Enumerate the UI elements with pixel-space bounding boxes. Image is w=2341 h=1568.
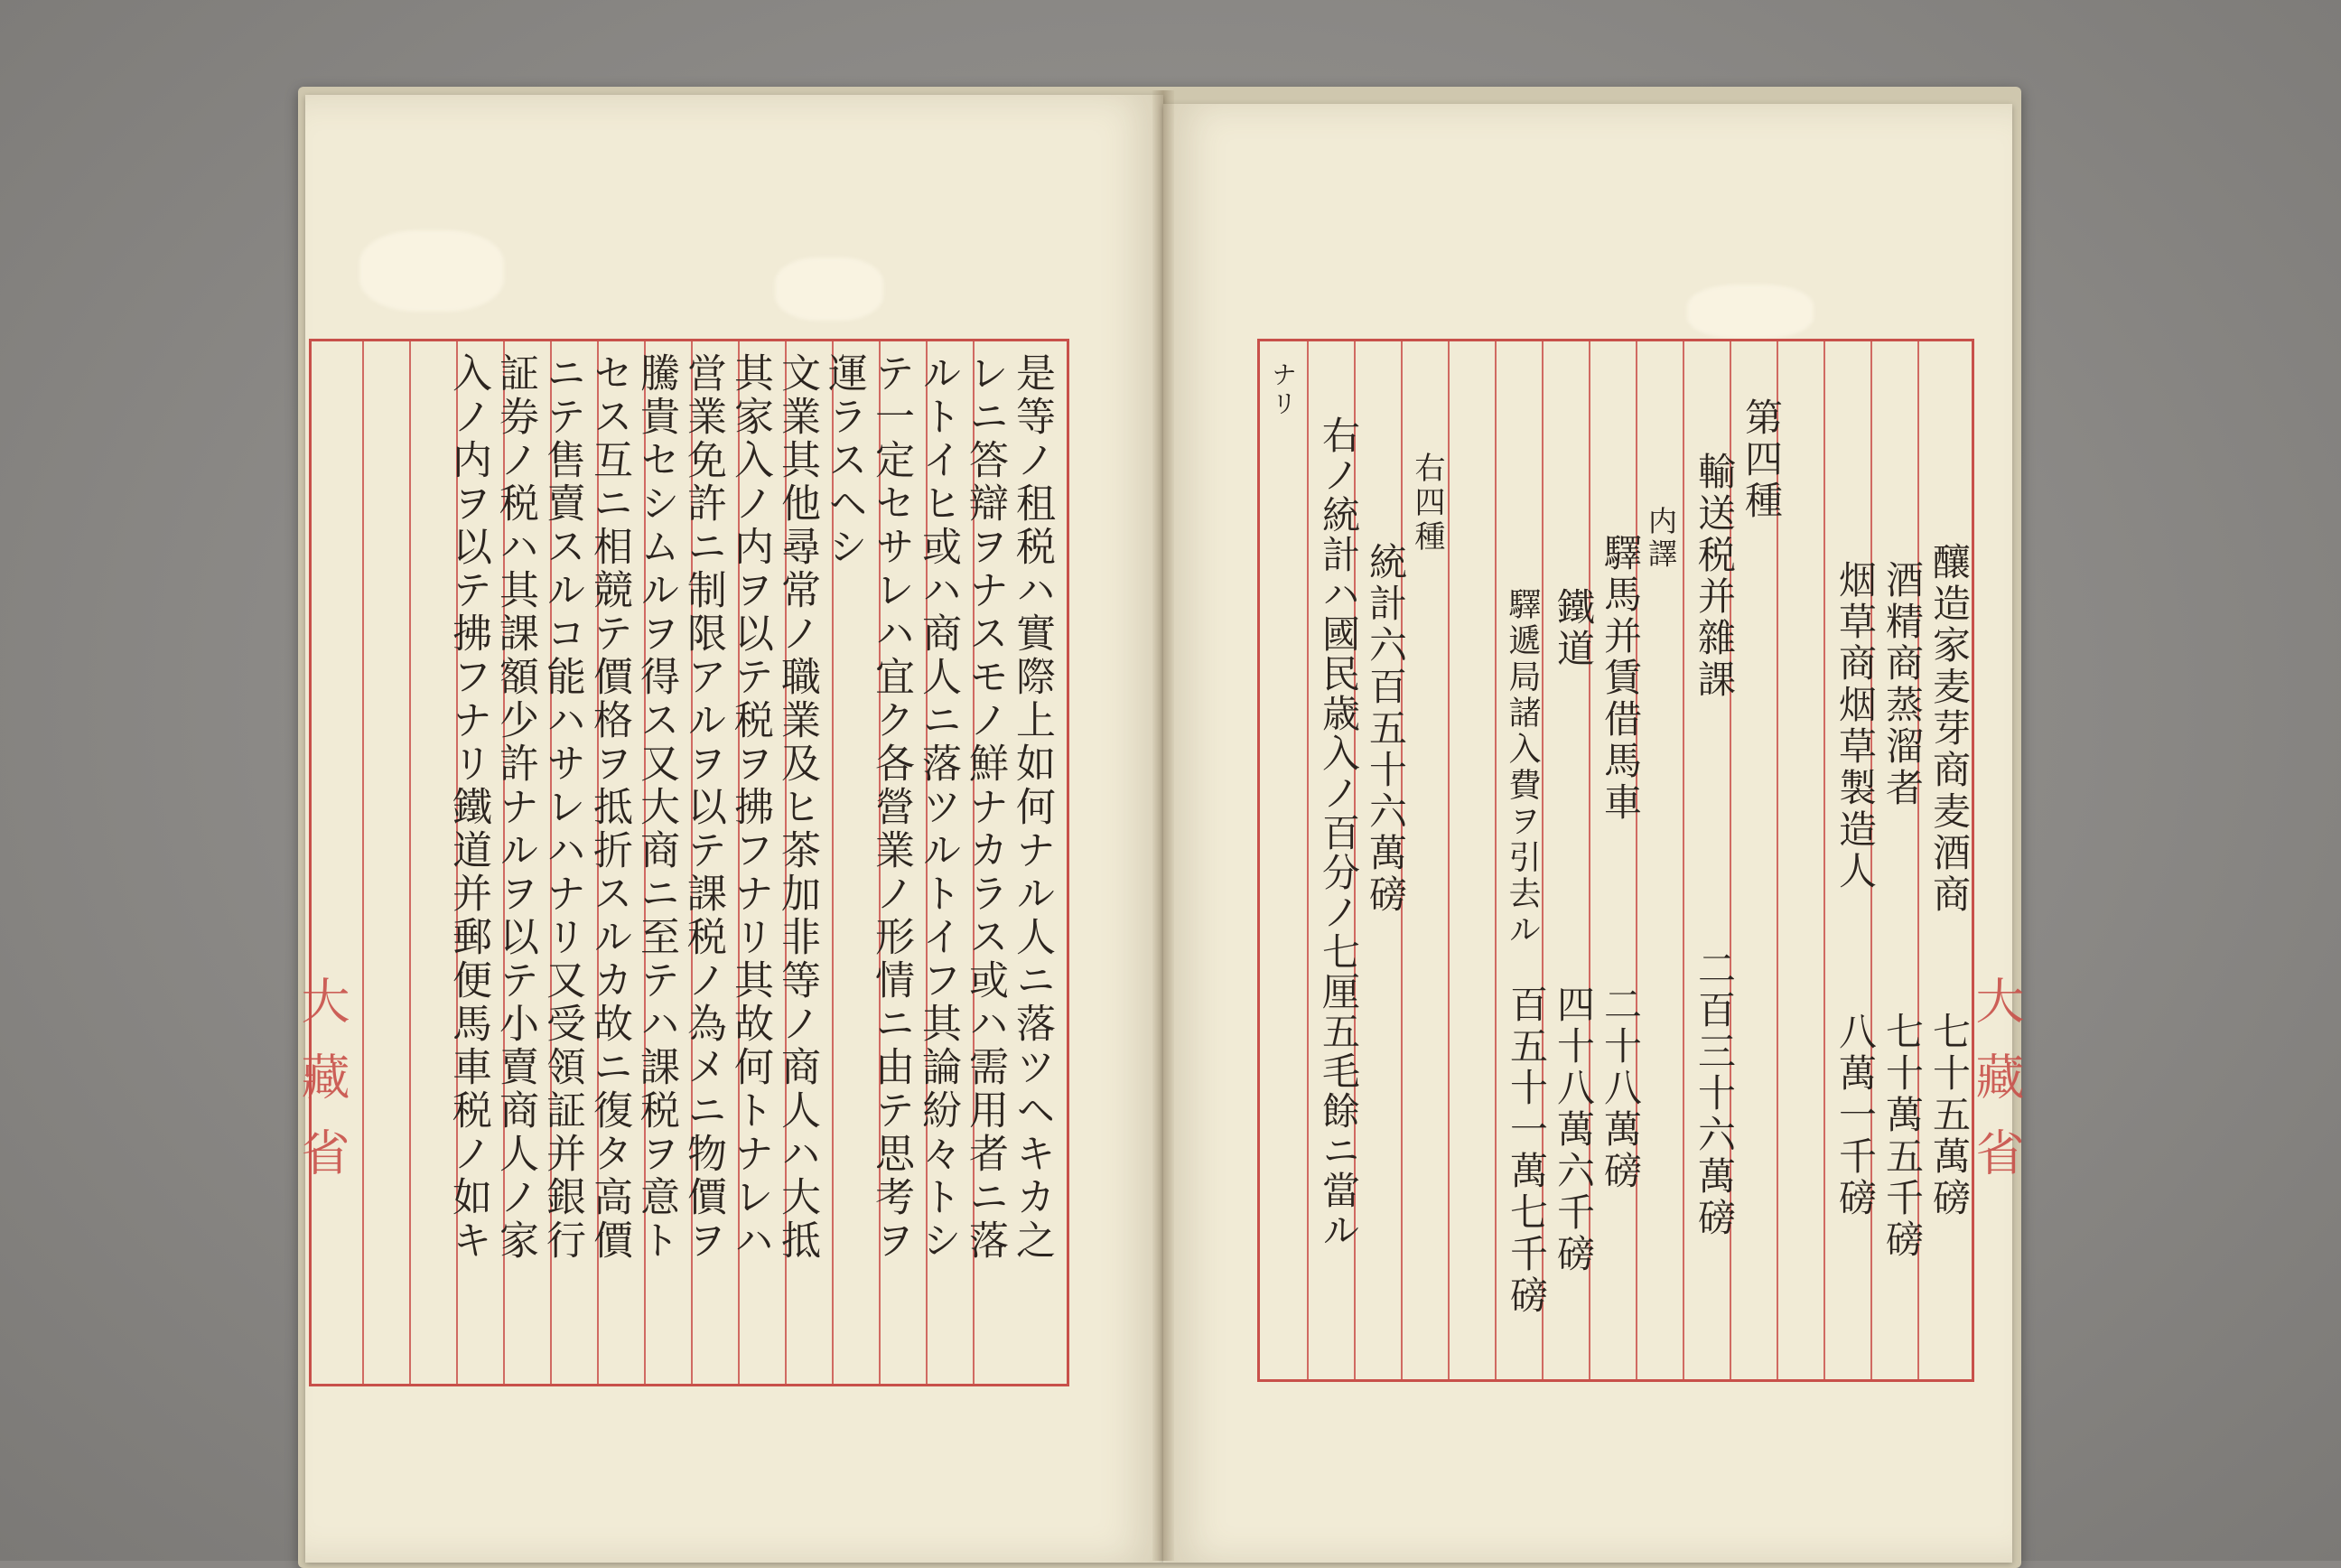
section-heading: 第四種: [1739, 397, 1784, 522]
entry-text: 驛遞局諸入費ヲ引去ル: [1504, 587, 1541, 948]
entry-amount: 百五十一萬七千磅: [1505, 985, 1549, 1317]
column-rule: [1636, 341, 1637, 1379]
left-margin-title: 大藏省: [294, 975, 350, 1203]
entry-text: 驛馬并賃借馬車: [1599, 533, 1643, 824]
entry-text: 烟草商烟草製造人: [1833, 560, 1878, 892]
entry-text: 輸送税并雜課: [1693, 452, 1737, 701]
text-column: 入ノ内ヲ以テ拂フナリ鐵道并郵便馬車税ノ如キ: [445, 352, 491, 1263]
entry-amount: 四十八萬六千磅: [1552, 985, 1596, 1275]
text-column: 運ラスヘシ: [821, 352, 867, 569]
text-column: テ一定セサレハ宜ク各營業ノ形情ニ由テ思考ヲ: [868, 352, 914, 1263]
entry-amount: 七十五萬磅: [1927, 1012, 1972, 1219]
entry-amount: 八萬一千磅: [1833, 1012, 1878, 1219]
entry-text: 釀造家麦芽商麦酒商: [1927, 542, 1972, 916]
entry-text: ナリ: [1268, 361, 1298, 419]
entry-text: 右ノ統計ハ國民歳入ノ百分ノ七厘五毛餘ニ當ル: [1317, 415, 1361, 1250]
entry-amount: 二十八萬磅: [1599, 985, 1643, 1192]
entry-text: 酒精商蒸溜者: [1880, 560, 1925, 809]
text-column: レニ答辯ヲナスモノ鮮ナカラス或ハ需用者ニ落: [962, 352, 1008, 1263]
text-column: ニテ售賣スルコ能ハサレハナリ又受領証并銀行: [539, 352, 585, 1263]
paper-wear: [775, 257, 883, 321]
text-column: 証券ノ税ハ其課額少許ナルヲ以テ小賣商人ノ家: [492, 352, 538, 1263]
text-column: 是等ノ租税ハ實際上如何ナル人ニ落ツヘキカ之: [1009, 352, 1055, 1263]
text-column: 其家入ノ内ヲ以テ税ヲ拂フナリ其故何トナレハ: [727, 352, 773, 1263]
text-column: 文業其他尋常ノ職業及ヒ茶加非等ノ商人ハ大抵: [774, 352, 820, 1263]
paper-wear: [1687, 285, 1814, 339]
entry-text: 内譯: [1644, 506, 1678, 571]
right-margin-title: 大藏省: [1968, 975, 2025, 1203]
text-column: ルトイヒ或ハ商人ニ落ツルトイフ其論紛々トシ: [915, 352, 961, 1263]
column-rule: [362, 341, 364, 1384]
entry-amount: 七十萬五千磅: [1880, 1012, 1925, 1261]
column-rule: [1683, 341, 1684, 1379]
text-column: 騰貴セシムルヲ得ス又大商ニ至テハ課税ヲ意ト: [633, 352, 679, 1263]
book-gutter: [1152, 90, 1174, 1561]
entry-amount: 二百三十六萬磅: [1693, 948, 1737, 1239]
entry-text: 鐵道: [1552, 587, 1596, 670]
column-rule: [409, 341, 411, 1384]
column-rule: [1495, 341, 1497, 1379]
paper-wear: [359, 230, 504, 312]
column-rule: [1307, 341, 1309, 1379]
text-column: 営業免許ニ制限アルヲ以テ課税ノ為メニ物價ヲ: [680, 352, 726, 1263]
column-rule: [1823, 341, 1825, 1379]
section-heading: 右四種: [1409, 452, 1445, 555]
text-column: セス互ニ相競テ價格ヲ抵折スルカ故ニ復タ高價: [586, 352, 632, 1263]
entry-text: 統計六百五十六萬磅: [1364, 542, 1408, 916]
